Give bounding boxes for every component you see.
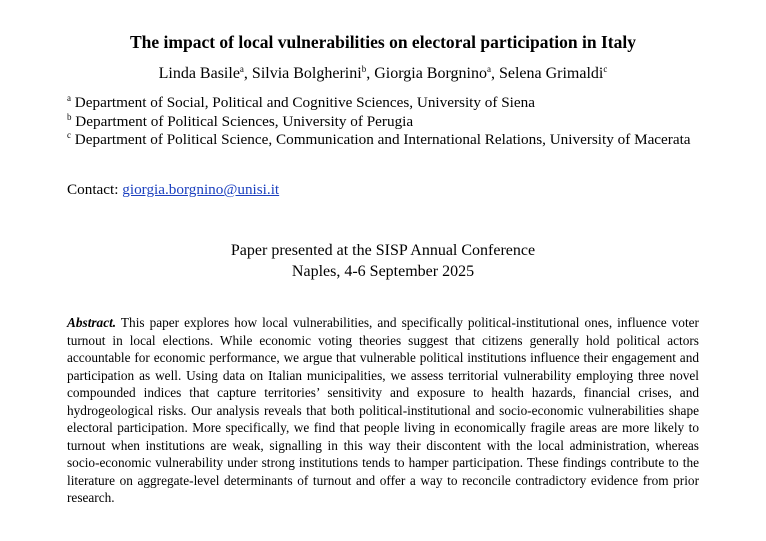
contact-line [67,180,279,200]
paper-title: The impact of local vulnerabilities on electoral participation in Italy [129,32,636,52]
abstract-label: Abstract. [67,315,117,330]
author-list: Linda Basile$^a$, Silvia Bolgherini$^b$, Giorgia Borgnino$^a$, Selena Grimaldi$^c$ [158,64,608,82]
conference-line: Paper presented at the SISP Annual Conference [230,242,536,259]
conference-note [0,240,766,282]
author-name: Silvia Bolgherini [251,65,362,82]
affiliation-mark: a [67,93,71,103]
author-name: Giorgia Borgnino [374,65,487,82]
contact-email-link[interactable]: giorgia.borgnino@unisi.it [122,181,280,198]
affiliation-mark: b [67,111,72,122]
affiliation-list [67,94,707,150]
contact-label: Contact: [67,181,119,198]
author-name: Selena Grimaldi [498,65,604,82]
affiliation-item [67,113,707,132]
conference-date-line: Naples, 4-6 September 2025 [291,263,475,280]
author-name: Linda Basile [158,65,240,82]
affiliation-item [67,94,707,113]
affiliation-text: Department of Political Sciences, University of Perugia [75,112,414,130]
affiliation-text: Department of Social, Political and Cognitive Sciences, University of Siena [74,94,535,111]
author-affil-mark: b [361,64,367,74]
affiliation-item [67,131,707,150]
author-affil-mark: c [603,64,608,74]
abstract [67,314,699,507]
author-affil-mark: a [486,64,491,74]
abstract-text: This paper explores how local vulnerabilities, and specifically political-institutional ones, influence voter turnout in local elections. While economic voting theories suggest that citizens generally hold political actors accountable for economic performance, we argue that vulnerable political institutions influence their engagement and participation as well. Using data on Italian municipalities, we assess territorial vulnerability employing three novel compounded indices that capture territories’ sensitivity and exposure to health hazards, financial crises, and hydrogeological risks. Our analysis reveals that both political-institutional and socio-economic vulnerabilities shape electoral participation. More specifically, we find that people living in economically fragile areas are more likely to turnout when institutions are weak, signalling in this way their discontent with the local administration, whereas socio-economic vulnerability under strong institutions tends to hamper participation. These findings contribute to the literature on aggregate-level determinants of turnout and offer a way to reconcile contradictory evidence from prior research. [67,315,699,506]
affiliation-text: Department of Political Science, Communication and International Relations, University of Macerata [74,131,691,148]
affiliation-mark: c [67,130,71,140]
author-affil-mark: a [239,64,244,74]
